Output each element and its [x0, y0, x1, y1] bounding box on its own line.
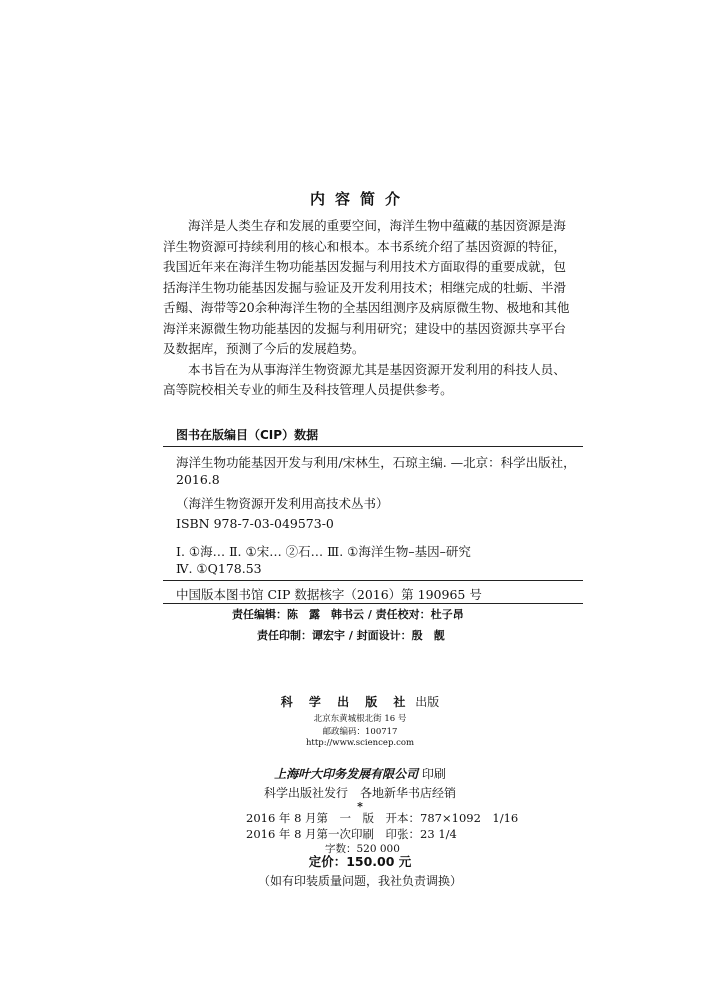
- cip-title-line: 海洋生物功能基因开发与利用/宋林生，石琼主编. —北京：科学出版社，: [176, 455, 576, 470]
- printer-name: 上海叶大印务发展有限公司: [274, 767, 419, 781]
- separator-star: *: [357, 800, 363, 813]
- printer: [0, 765, 720, 782]
- abstract-line: 海洋来源微生物功能基因的发掘与利用研究；建设中的基因资源共享平台: [163, 320, 566, 336]
- word-count: 字数：520 000: [325, 843, 400, 855]
- price: 定价：150.00 元: [308, 854, 412, 869]
- staff-print-design: 责任印制：谭宏宇 / 封面设计：殷 靓: [257, 629, 445, 642]
- publisher-url: http://www.sciencep.com: [305, 738, 415, 748]
- cip-series: （海洋生物资源开发利用高技术丛书）: [176, 496, 389, 511]
- divider: [163, 446, 583, 447]
- abstract-line: 我国近年来在海洋生物功能基因发掘与利用技术方面取得的重要成就，包: [163, 259, 566, 274]
- publisher-name: 科 学 出 版 社: [280, 695, 412, 709]
- abstract-line: 括海洋生物功能基因发掘与验证及开发利用技术；相继完成的牡蛎、半滑: [163, 279, 566, 295]
- page-title: 内容简介: [309, 190, 410, 208]
- printer-suffix: 印刷: [421, 767, 446, 781]
- divider: [163, 580, 583, 581]
- publisher-postcode: 邮政编码：100717: [322, 727, 398, 737]
- printing-line: 2016 年 8 月第一次印刷 印张：23 1/4: [246, 827, 457, 841]
- cip-classification: Ⅰ. ①海… Ⅱ. ①宋… ②石… Ⅲ. ①海洋生物–基因–研究: [176, 544, 471, 559]
- divider: [163, 603, 583, 604]
- publisher-address: 北京东黄城根北街 16 号: [313, 714, 407, 724]
- abstract-line: 高等院校相关专业的师生及科技管理人员提供参考。: [163, 382, 453, 397]
- cip-date-line: 2016.8: [176, 472, 220, 487]
- cip-classification-2: Ⅳ. ①Q178.53: [176, 561, 262, 576]
- distribution: 科学出版社发行 各地新华书店经销: [263, 786, 456, 800]
- quality-notice: （如有印装质量问题，我社负责调换）: [257, 874, 462, 888]
- edition-line: 2016 年 8 月第 一 版 开本：787×1092 1/16: [246, 811, 519, 825]
- staff-editors: 责任编辑：陈 露 韩书云 / 责任校对：杜子昂: [232, 608, 464, 621]
- cip-verification: 中国版本图书馆 CIP 数据核字（2016）第 190965 号: [176, 587, 482, 602]
- abstract-line: 洋生物资源可持续利用的核心和根本。本书系统介绍了基因资源的特征，: [163, 238, 566, 254]
- abstract-line: 本书旨在为从事海洋生物资源尤其是基因资源开发利用的科技人员、: [188, 361, 566, 377]
- abstract: [163, 216, 583, 401]
- publisher: [0, 693, 720, 710]
- cip-label: 图书在版编目（CIP）数据: [176, 428, 319, 442]
- cip-isbn: ISBN 978-7-03-049573-0: [176, 516, 334, 531]
- abstract-line: 舌鳎、海带等20余种海洋生物的全基因组测序及病原微生物、极地和其他: [163, 300, 570, 315]
- abstract-line: 海洋是人类生存和发展的重要空间，海洋生物中蕴藏的基因资源是海: [188, 218, 566, 233]
- publisher-suffix: 出版: [415, 695, 440, 709]
- abstract-line: 及数据库，预测了今后的发展趋势。: [163, 341, 365, 356]
